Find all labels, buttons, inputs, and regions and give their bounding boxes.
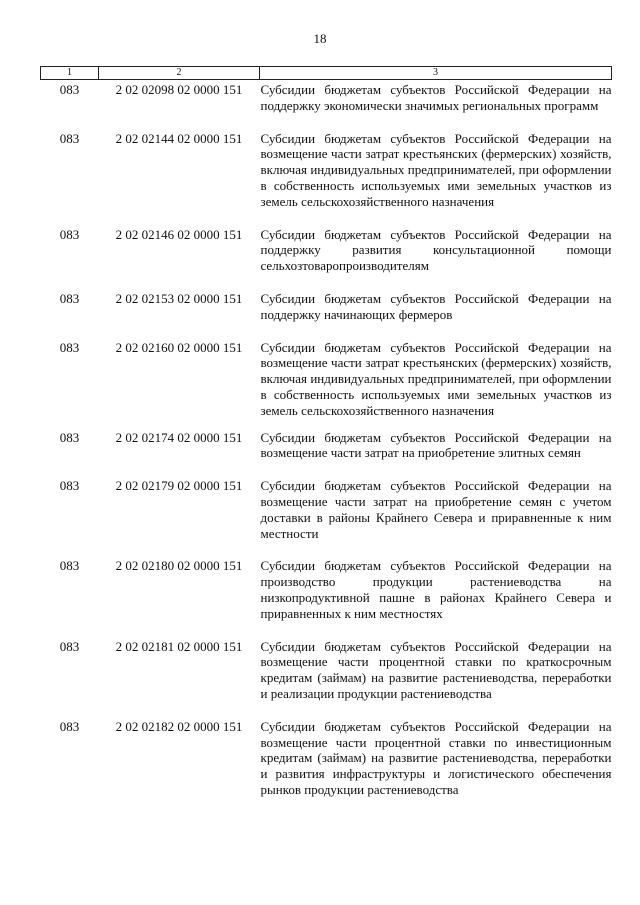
description-cell: Субсидии бюджетам субъектов Российской Федерации на возмещение части затрат крестьянских (фермерских) хозяйств, включая индивидуальных предпринимателей, при оформлении в собственность используемых ими земельных участков из земель сельскохозяйственного назначения	[260, 339, 612, 418]
budget-classification-table	[40, 66, 612, 798]
description-cell: Субсидии бюджетам субъектов Российской Федерации на поддержку развития консультационной помощи сельхозтоваропроизводителям	[260, 226, 612, 274]
table-header	[41, 67, 612, 80]
table-row	[41, 461, 612, 541]
table-body	[41, 80, 612, 798]
admin-code-cell: 083	[59, 558, 80, 574]
admin-code-cell: 083	[59, 290, 80, 306]
table-row	[41, 274, 612, 323]
description-cell: Субсидии бюджетам субъектов Российской Федерации на возмещение части затрат на приобретение элитных семян	[260, 429, 612, 461]
table-row	[41, 622, 612, 702]
admin-code-cell: 083	[59, 82, 80, 97]
kbk-code-cell: 2 02 02146 02 0000 151	[115, 226, 243, 242]
admin-code-cell: 083	[59, 339, 80, 355]
kbk-code-cell: 2 02 02153 02 0000 151	[115, 290, 243, 306]
column-header-3: 3	[260, 67, 612, 80]
admin-code-cell: 083	[59, 718, 80, 734]
description-cell: Субсидии бюджетам субъектов Российской Федерации на возмещение части процентной ставки по краткосрочным кредитам (займам) на развитие растениеводства, переработки и реализации продукции растениеводства	[260, 638, 612, 701]
column-header-1: 1	[41, 67, 99, 80]
kbk-code-cell: 2 02 02144 02 0000 151	[115, 130, 243, 146]
kbk-code-cell: 2 02 02180 02 0000 151	[115, 558, 243, 574]
kbk-code-cell: 2 02 02179 02 0000 151	[115, 478, 243, 494]
description-cell: Субсидии бюджетам субъектов Российской Федерации на возмещение части затрат на приобретение семян с учетом доставки в районы Крайнего Севера и приравненные к ним местности	[260, 478, 612, 541]
description-cell: Субсидии бюджетам субъектов Российской Федерации на поддержку начинающих фермеров	[260, 290, 612, 322]
column-header-2: 2	[99, 67, 260, 80]
table-row	[41, 541, 612, 621]
kbk-code-cell: 2 02 02160 02 0000 151	[115, 339, 243, 355]
description-cell: Субсидии бюджетам субъектов Российской Федерации на производство продукции растениеводства на низкопродуктивной пашне в районах Крайнего Севера и приравненных к ним местностях	[260, 558, 612, 621]
table-row	[41, 210, 612, 274]
admin-code-cell: 083	[59, 429, 80, 445]
admin-code-cell: 083	[59, 226, 80, 242]
kbk-code-cell: 2 02 02098 02 0000 151	[115, 82, 243, 97]
table-row	[41, 323, 612, 419]
description-cell: Субсидии бюджетам субъектов Российской Федерации на поддержку экономически значимых региональных программ	[260, 82, 612, 113]
table-row	[41, 702, 612, 798]
description-cell: Субсидии бюджетам субъектов Российской Федерации на возмещение части затрат крестьянских (фермерских) хозяйств, включая индивидуальных предпринимателей, при оформлении в собственность используемых ими земельных участков из земель сельскохозяйственного назначения	[260, 130, 612, 209]
kbk-code-cell: 2 02 02182 02 0000 151	[115, 718, 243, 734]
page-number: 18	[313, 31, 327, 46]
kbk-code-cell: 2 02 02181 02 0000 151	[115, 638, 243, 654]
admin-code-cell: 083	[59, 130, 80, 146]
table-row	[41, 419, 612, 462]
header-row	[41, 67, 612, 80]
kbk-code-cell: 2 02 02174 02 0000 151	[115, 429, 243, 445]
table-row	[41, 80, 612, 114]
table-row	[41, 114, 612, 210]
admin-code-cell: 083	[59, 638, 80, 654]
admin-code-cell: 083	[59, 478, 80, 494]
description-cell: Субсидии бюджетам субъектов Российской Федерации на возмещение части процентной ставки по инвестиционным кредитам (займам) на развитие растениеводства, переработки и развития инфраструктуры и логистического обеспечения рынков продукции растениеводства	[260, 718, 612, 797]
